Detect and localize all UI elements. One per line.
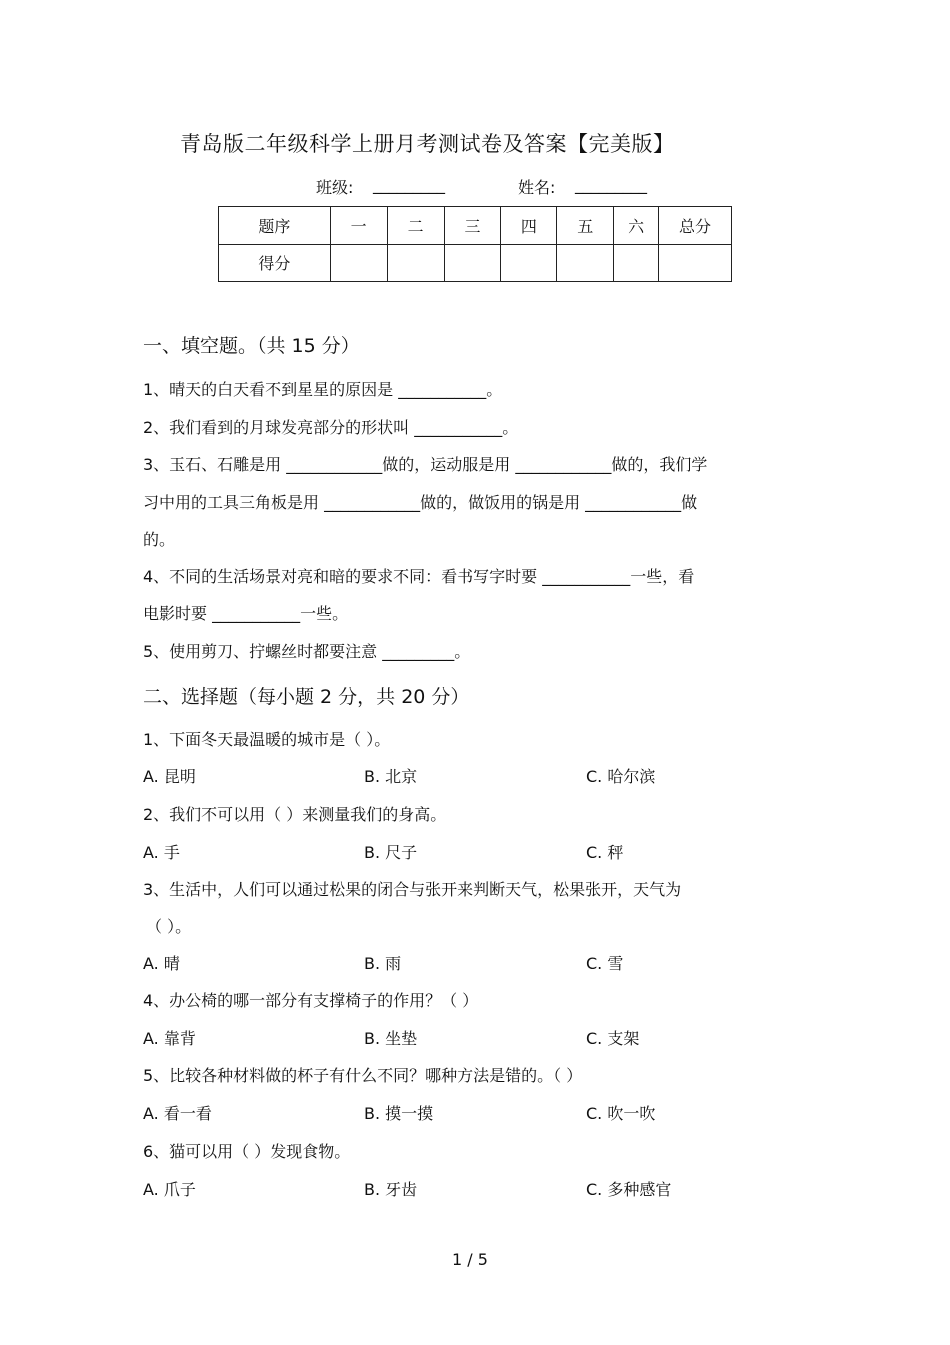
- table-header-cell: 三: [444, 207, 501, 245]
- table-header-cell: 六: [614, 207, 659, 245]
- page-title: 青岛版二年级科学上册月考测试卷及答案【完美版】: [180, 132, 675, 156]
- fill-line: 习中用的工具三角板是用 ____________做的，做饭用的锅是用 ____________做: [143, 493, 698, 512]
- score-table: [218, 206, 732, 282]
- question-text: 5、比较各种材料做的杯子有什么不同？哪种方法是错的。（ ）: [143, 1066, 583, 1085]
- table-header-cell: 一: [330, 207, 387, 245]
- option-c: C. 哈尔滨: [586, 767, 656, 786]
- score-table-header-row: [219, 207, 732, 245]
- score-cell: [387, 244, 444, 282]
- question-text: 6、猫可以用（ ）发现食物。: [143, 1142, 351, 1161]
- question-text: 1、下面冬天最温暖的城市是（ ）。: [143, 730, 391, 749]
- table-header-cell: 总分: [659, 207, 732, 245]
- option-a: A. 昆明: [143, 767, 196, 786]
- option-b: B. 摸一摸: [364, 1104, 434, 1123]
- score-cell: [330, 244, 387, 282]
- name-blank: _________: [575, 175, 647, 194]
- option-c: C. 秤: [586, 843, 624, 862]
- page-number: 1 / 5: [452, 1250, 488, 1269]
- question-text: 2、我们不可以用（ ）来测量我们的身高。: [143, 805, 447, 824]
- table-row-label: 得分: [219, 244, 331, 282]
- option-b: B. 尺子: [364, 843, 418, 862]
- fill-line: 3、玉石、石雕是用 ____________做的，运动服是用 ____________做的，我们学: [143, 455, 708, 474]
- section-1-heading: 一、填空题。（共 15 分）: [143, 335, 360, 357]
- fill-line: 电影时要 ___________一些。: [143, 604, 349, 623]
- option-c: C. 雪: [586, 954, 624, 973]
- option-b: B. 牙齿: [364, 1180, 418, 1199]
- fill-line: 4、不同的生活场景对亮和暗的要求不同：看书写字时要 ___________一些，看: [143, 567, 695, 586]
- fill-line: 1、晴天的白天看不到星星的原因是 ___________。: [143, 380, 503, 399]
- option-c: C. 多种感官: [586, 1180, 672, 1199]
- fill-line: 5、使用剪刀、拧螺丝时都要注意 _________。: [143, 642, 471, 661]
- table-header-cell: 五: [557, 207, 614, 245]
- fill-line: 的。: [143, 530, 176, 549]
- table-header-cell: 四: [501, 207, 557, 245]
- option-a: A. 爪子: [143, 1180, 196, 1199]
- score-cell: [557, 244, 614, 282]
- score-cell: [614, 244, 659, 282]
- class-label: 班级:: [316, 178, 354, 197]
- question-text-cont: （ ）。: [146, 917, 192, 936]
- table-header-cell: 题序: [219, 207, 331, 245]
- score-cell: [501, 244, 557, 282]
- question-text: 3、生活中，人们可以通过松果的闭合与张开来判断天气，松果张开，天气为: [143, 880, 682, 899]
- option-c: C. 吹一吹: [586, 1104, 656, 1123]
- option-a: A. 晴: [143, 954, 180, 973]
- option-c: C. 支架: [586, 1029, 640, 1048]
- option-a: A. 手: [143, 843, 180, 862]
- section-2-heading: 二、选择题（每小题 2 分，共 20 分）: [143, 686, 470, 708]
- option-b: B. 北京: [364, 767, 418, 786]
- score-cell: [444, 244, 501, 282]
- option-a: A. 靠背: [143, 1029, 196, 1048]
- score-table-score-row: [219, 244, 732, 282]
- score-cell: [659, 244, 732, 282]
- name-label: 姓名:: [518, 178, 556, 197]
- table-header-cell: 二: [387, 207, 444, 245]
- question-text: 4、办公椅的哪一部分有支撑椅子的作用？（ ）: [143, 991, 479, 1010]
- option-a: A. 看一看: [143, 1104, 212, 1123]
- class-blank: _________: [373, 175, 445, 194]
- option-b: B. 雨: [364, 954, 402, 973]
- option-b: B. 坐垫: [364, 1029, 418, 1048]
- fill-line: 2、我们看到的月球发亮部分的形状叫 ___________。: [143, 418, 519, 437]
